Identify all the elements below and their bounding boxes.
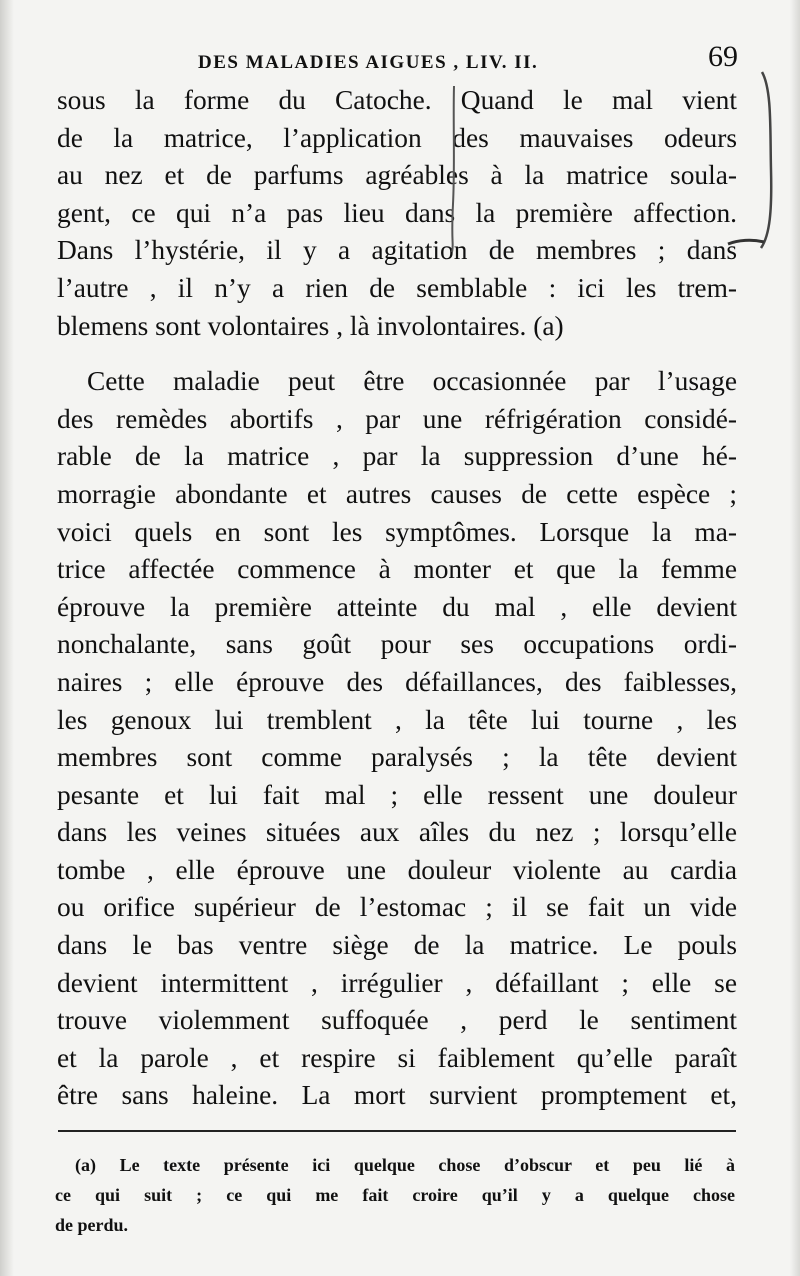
text-line: trice affectée commence à monter et que la femme [57,554,737,585]
text-line: l’autre , il n’y a rien de semblable : ici les trem- [57,272,737,303]
paragraph-1 [57,82,737,345]
paragraph-gap [57,345,737,363]
text-line: rable de la matrice , par la suppression d’une hé- [57,441,737,472]
text-line: Dans l’hystérie, il y a agitation de membres ; dans [57,235,737,266]
text-line: dans le bas ventre siège de la matrice. Le pouls [57,930,737,961]
text-line: naires ; elle éprouve des défaillances, des faiblesses, [57,666,737,697]
text-line: sous la forme du Catoche. Quand le mal vient [57,85,737,115]
text-line: les genoux lui tremblent , la tête lui tourne , les [57,704,737,735]
page-edge-shadow-left [0,0,14,1276]
text-line: au nez et de parfums agréables à la matrice soula- [57,160,737,191]
text-line: être sans haleine. La mort survient promptement et, [57,1080,737,1111]
text-line: éprouve la première atteinte du mal , elle devient [57,591,737,622]
text-line: dans les veines situées aux aîles du nez ; lorsqu’elle [57,817,737,848]
page-edge-shadow-right [790,0,800,1276]
text-line: pesante et lui fait mal ; elle ressent une douleur [57,779,737,810]
footnote-line: (a) Le texte présente ici quelque chose d’obscur et peu lié à [75,1155,735,1175]
text-line: blemens sont volontaires , là involontaires. (a) [57,310,564,341]
body-text [57,82,737,1115]
text-line: gent, ce qui n’a pas lieu dans la première affection. [57,197,737,228]
text-line: membres sont comme paralysés ; la tête devient [57,742,737,773]
page-number: 69 [708,40,738,73]
footnote-line: ce qui suit ; ce qui me fait croire qu’il y a quelque chose [55,1185,735,1205]
footnote [55,1150,735,1240]
text-line: de la matrice, l’application des mauvaises odeurs [57,122,737,153]
text-line: ou orifice supérieur de l’estomac ; il se fait un vide [57,892,737,923]
text-line: devient intermittent , irrégulier , défaillant ; elle se [57,967,737,998]
text-line: morragie abondante et autres causes de cette espèce ; [57,478,737,509]
text-line: nonchalante, sans goût pour ses occupations ordi- [57,629,737,660]
pencil-margin-mark [448,84,460,254]
paragraph-2 [57,363,737,1115]
footnote-rule [58,1130,736,1132]
text-line: des remèdes abortifs , par une réfrigération considé- [57,403,737,434]
text-line: trouve violemment suffoquée , perd le sentiment [57,1005,737,1036]
text-line: tombe , elle éprouve une douleur violente au cardia [57,854,737,885]
pencil-underline-mark [726,234,766,250]
text-line: Cette maladie peut être occasionnée par l’usage [87,366,737,397]
footnote-line: de perdu. [55,1215,129,1235]
text-line: voici quels en sont les symptômes. Lorsque la ma- [57,516,737,547]
running-head: DES MALADIES AIGUES , LIV. II. [198,52,539,73]
pencil-bracket-mark [758,70,778,250]
text-line: et la parole , et respire si faiblement qu’elle paraît [57,1042,737,1073]
